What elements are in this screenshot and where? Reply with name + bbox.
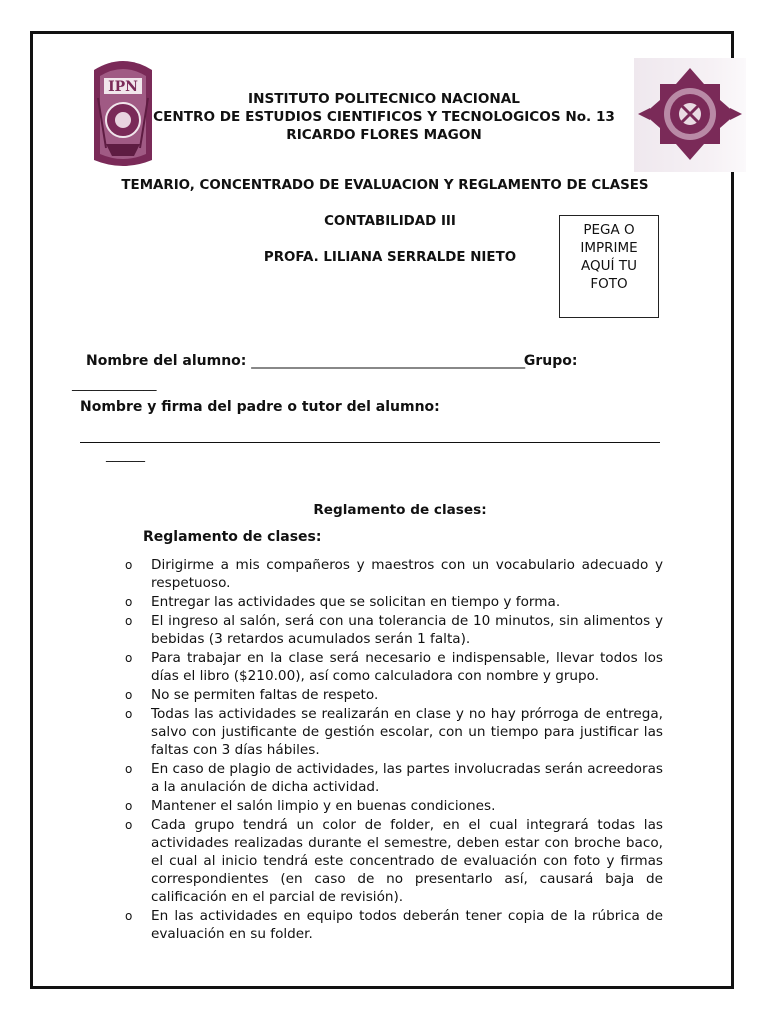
student-name-field <box>86 353 577 369</box>
document-title: TEMARIO, CONCENTRADO DE EVALUACION Y REGLAMENTO DE CLASES <box>121 178 649 193</box>
photo-box-line: AQUÍ TU <box>581 258 637 274</box>
bullet-icon: o <box>125 687 133 702</box>
rule-text: En caso de plagio de actividades, las partes involucradas serán acreedoras a la anulación de dicha actividad. <box>151 760 663 795</box>
group-label: Grupo: <box>523 353 578 369</box>
bullet-icon: o <box>125 595 133 609</box>
list-item <box>123 797 663 815</box>
cecyt-logo <box>634 58 746 172</box>
photo-box-line: PEGA O <box>583 222 635 238</box>
rules-list <box>123 556 663 944</box>
rule-text: Cada grupo tendrá un color de folder, en el cual integrará todas las actividades realizadas durante el semestre, deben estar con broche baco, el cual al inicio tendrá este concentrado de evaluación con foto y firmas correspondientes (en caso de no presentarlo así, causará baja de calificación en el parcial de revisión). <box>151 816 663 906</box>
list-item <box>123 612 663 648</box>
bullet-icon: o <box>125 650 133 665</box>
parent-signature-line[interactable] <box>80 442 660 443</box>
list-item <box>123 816 663 907</box>
rule-text: Dirigirme a mis compañeros y maestros con un vocabulario adecuado y respetuoso. <box>151 557 663 592</box>
bullet-icon: o <box>125 798 133 813</box>
list-item <box>123 556 663 592</box>
rule-text: Todas las actividades se realizarán en clase y no hay prórroga de entrega, salvo con justificante de gestión escolar, con un tiempo para justificar las faltas con 3 días hábiles. <box>151 705 663 758</box>
photo-placeholder-box <box>559 215 659 318</box>
reglamento-title: Reglamento de clases: <box>313 502 487 518</box>
subject-name: CONTABILIDAD III <box>324 214 456 229</box>
bullet-icon: o <box>125 613 133 628</box>
center-name: CENTRO DE ESTUDIOS CIENTIFICOS Y TECNOLOGICOS No. 13 <box>153 109 615 125</box>
bullet-icon: o <box>125 706 133 721</box>
group-blank[interactable]: _____________ <box>72 377 157 392</box>
bullet-icon: o <box>125 761 133 776</box>
list-item <box>123 649 663 685</box>
rule-text: Entregar las actividades que se solicitan en tiempo y forma. <box>151 594 561 610</box>
parent-signature-blank-tail[interactable]: ______ <box>106 448 145 463</box>
institution-name: INSTITUTO POLITECNICO NACIONAL <box>248 91 520 107</box>
rule-text: Para trabajar en la clase será necesario e indispensable, llevar todos los días el libro ($210.00), así como calculadora con nombre y grupo. <box>151 649 663 684</box>
list-item <box>123 686 663 704</box>
list-item <box>123 593 663 611</box>
reglamento-subtitle: Reglamento de clases: <box>143 529 322 545</box>
list-item <box>123 907 663 943</box>
list-item <box>123 760 663 796</box>
rule-text: Mantener el salón limpio y en buenas condiciones. <box>151 797 496 814</box>
student-name-blank[interactable]: _______________________________________________ <box>251 353 524 369</box>
photo-box-line: IMPRIME <box>580 240 638 256</box>
rule-text: En las actividades en equipo todos deberán tener copia de la rúbrica de evaluación en su folder. <box>151 908 663 943</box>
bullet-icon: o <box>125 909 133 924</box>
bullet-icon: o <box>125 558 133 572</box>
photo-box-line: FOTO <box>590 276 628 292</box>
rule-text: El ingreso al salón, será con una tolerancia de 10 minutos, sin alimentos y bebidas (3 retardos acumulados serán 1 falta). <box>151 612 663 647</box>
bullet-icon: o <box>125 817 133 832</box>
list-item <box>123 705 663 760</box>
teacher-name: PROFA. LILIANA SERRALDE NIETO <box>263 250 517 265</box>
ipn-logo-letters: IPN <box>108 79 138 95</box>
rule-text: No se permiten faltas de respeto. <box>151 686 379 703</box>
parent-signature-label: Nombre y firma del padre o tutor del alumno: <box>80 399 440 415</box>
student-name-label: Nombre del alumno: <box>86 353 252 369</box>
ipn-logo <box>88 48 158 170</box>
school-name: RICARDO FLORES MAGON <box>286 127 482 143</box>
